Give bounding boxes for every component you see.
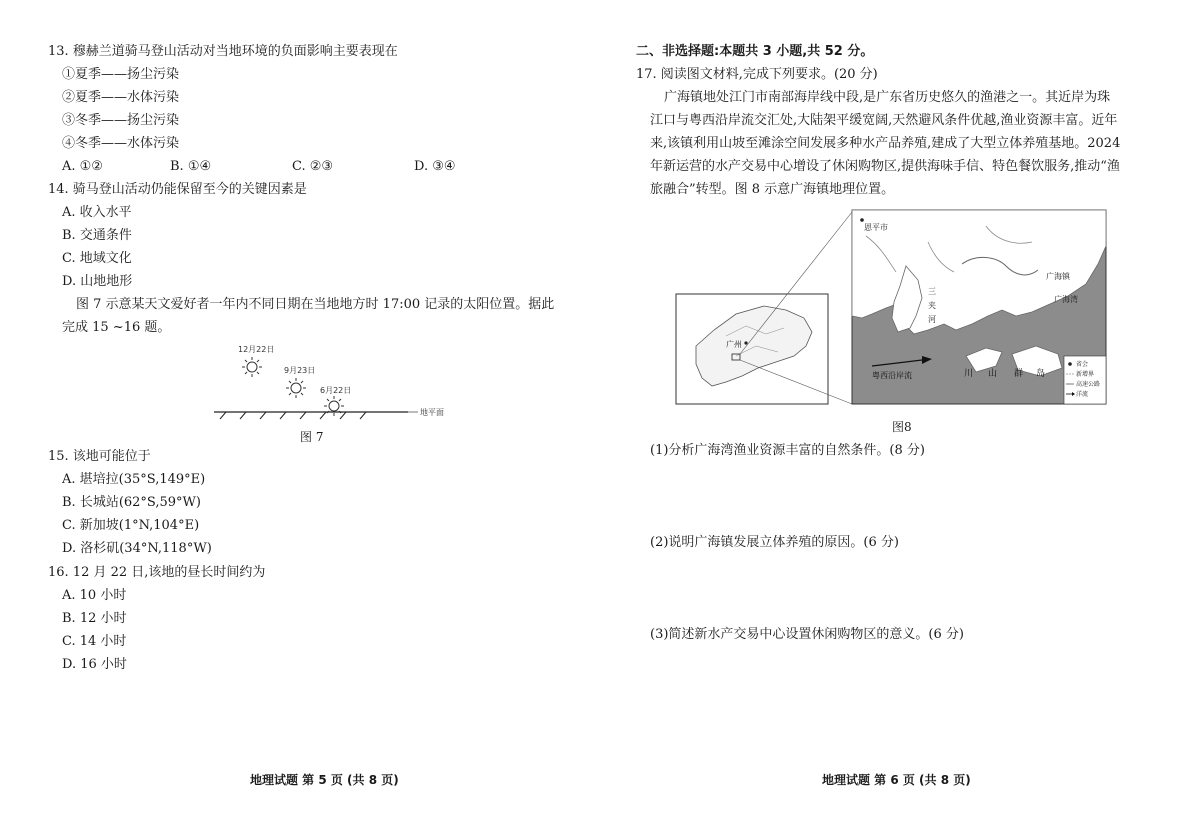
fig8-river-char-2: 夹 (928, 301, 936, 310)
q13-option-b[interactable]: B. ①④ (170, 159, 212, 174)
q13-item-1: ①夏季——扬尘污染 (62, 67, 180, 82)
q14-stem: 14. 骑马登山活动仍能保留至今的关键因素是 (48, 182, 307, 197)
q17-stem: 17. 阅读图文材料,完成下列要求。(20 分) (636, 67, 878, 82)
q15-option-a[interactable]: A. 堪培拉(35°S,149°E) (62, 472, 206, 487)
q15-option-c[interactable]: C. 新加坡(1°N,104°E) (62, 518, 200, 533)
q17-sub2: (2)说明广海镇发展立体养殖的原因。(6 分) (650, 535, 899, 550)
q16-option-d[interactable]: D. 16 小时 (62, 657, 127, 672)
q14-option-d[interactable]: D. 山地地形 (62, 274, 133, 289)
fig8-town-label: 广海镇 (1046, 272, 1070, 281)
q17-sub1: (1)分析广海湾渔业资源丰富的自然条件。(8 分) (650, 443, 925, 458)
q17-para-line3: 来,该镇利用山坡至滩涂空间发展多种水产品养殖,建成了大型立体养殖基地。2024 (650, 136, 1121, 151)
fig7-intro-line2: 完成 15 ~16 题。 (62, 320, 171, 335)
q17-para-line1: 广海镇地处江门市南部海岸线中段,是广东省历史悠久的渔港之一。其近岸为珠 (664, 90, 1111, 105)
sun-icon (242, 357, 262, 377)
fig8-guangzhou-label: 广州 (726, 340, 742, 349)
q17-sub3: (3)简述新水产交易中心设置休闲购物区的意义。(6 分) (650, 627, 964, 642)
legend-item-highway: 高速公路 (1076, 381, 1101, 388)
fig7-date-jun22: 6月22日 (320, 386, 352, 395)
q17-para-line5: 旅融合”转型。图 8 示意广海镇地理位置。 (650, 182, 895, 197)
q17-para-line2: 江口与粤西沿岸流交汇处,大陆架平缓宽阔,天然避风条件优越,渔业资源丰富。近年 (650, 113, 1118, 128)
sun-icon (324, 396, 344, 416)
fig7-caption: 图 7 (300, 430, 324, 444)
q14-option-b[interactable]: B. 交通条件 (62, 228, 132, 243)
section-title: 二、非选择题:本题共 3 小题,共 52 分。 (636, 44, 874, 59)
q15-option-d[interactable]: D. 洛杉矶(34°N,118°W) (62, 541, 212, 556)
fig8-caption: 图8 (892, 420, 912, 434)
left-page (48, 0, 608, 831)
q14-option-a[interactable]: A. 收入水平 (62, 205, 132, 220)
page-footer-5: 地理试题 第 5 页 (共 8 页) (250, 773, 399, 787)
q14-option-c[interactable]: C. 地域文化 (62, 251, 132, 266)
page-footer-6: 地理试题 第 6 页 (共 8 页) (822, 773, 971, 787)
q13-option-a[interactable]: A. ①② (62, 159, 103, 174)
fig7-intro-line1: 图 7 示意某天文爱好者一年内不同日期在当地地方时 17:00 记录的太阳位置。据此 (76, 297, 555, 312)
fig7-date-sep23: 9月23日 (284, 366, 316, 375)
legend-item-capital: 省会 (1076, 361, 1089, 368)
q17-para-line4: 年新运营的水产交易中心增设了休闲购物区,提供海味手信、特色餐饮服务,推动“渔 (650, 159, 1120, 174)
fig8-river-char-1: 三 (928, 287, 936, 296)
q16-option-a[interactable]: A. 10 小时 (62, 588, 127, 603)
fig8-island-char-1: 川 (964, 369, 974, 379)
fig8-island-char-3: 群 (1014, 369, 1024, 379)
q16-option-c[interactable]: C. 14 小时 (62, 634, 127, 649)
q16-stem: 16. 12 月 22 日,该地的昼长时间约为 (48, 565, 266, 580)
q15-stem: 15. 该地可能位于 (48, 449, 151, 464)
fig8-city-label: 恩平市 (864, 223, 888, 232)
fig7-sun-diagram (212, 338, 452, 422)
legend-item-boundary: 新增界 (1076, 371, 1095, 378)
q13-item-4: ④冬季——水体污染 (62, 136, 180, 151)
sun-icon (286, 378, 306, 398)
legend-item-current: 洋流 (1076, 391, 1089, 398)
q13-option-d[interactable]: D. ③④ (414, 159, 456, 174)
q15-option-b[interactable]: B. 长城站(62°S,59°W) (62, 495, 201, 510)
q16-option-b[interactable]: B. 12 小时 (62, 611, 127, 626)
fig8-current-label: 粤西沿岸流 (872, 371, 912, 380)
fig8-island-char-2: 山 (988, 369, 998, 379)
fig7-date-dec22: 12月22日 (238, 345, 275, 354)
q13-item-2: ②夏季——水体污染 (62, 90, 180, 105)
fig8-bay-label: 广海湾 (1054, 295, 1078, 304)
fig8-location-map (666, 206, 1116, 412)
right-page (636, 0, 1166, 831)
fig8-river-char-3: 河 (928, 315, 936, 324)
q13-item-3: ③冬季——扬尘污染 (62, 113, 180, 128)
q13-option-c[interactable]: C. ②③ (292, 159, 334, 174)
guangzhou-dot (744, 341, 747, 344)
fig8-island-char-4: 岛 (1036, 369, 1046, 379)
q13-stem: 13. 穆赫兰道骑马登山活动对当地环境的负面影响主要表现在 (48, 44, 398, 59)
fig7-horizon-label: 地平面 (420, 408, 444, 417)
